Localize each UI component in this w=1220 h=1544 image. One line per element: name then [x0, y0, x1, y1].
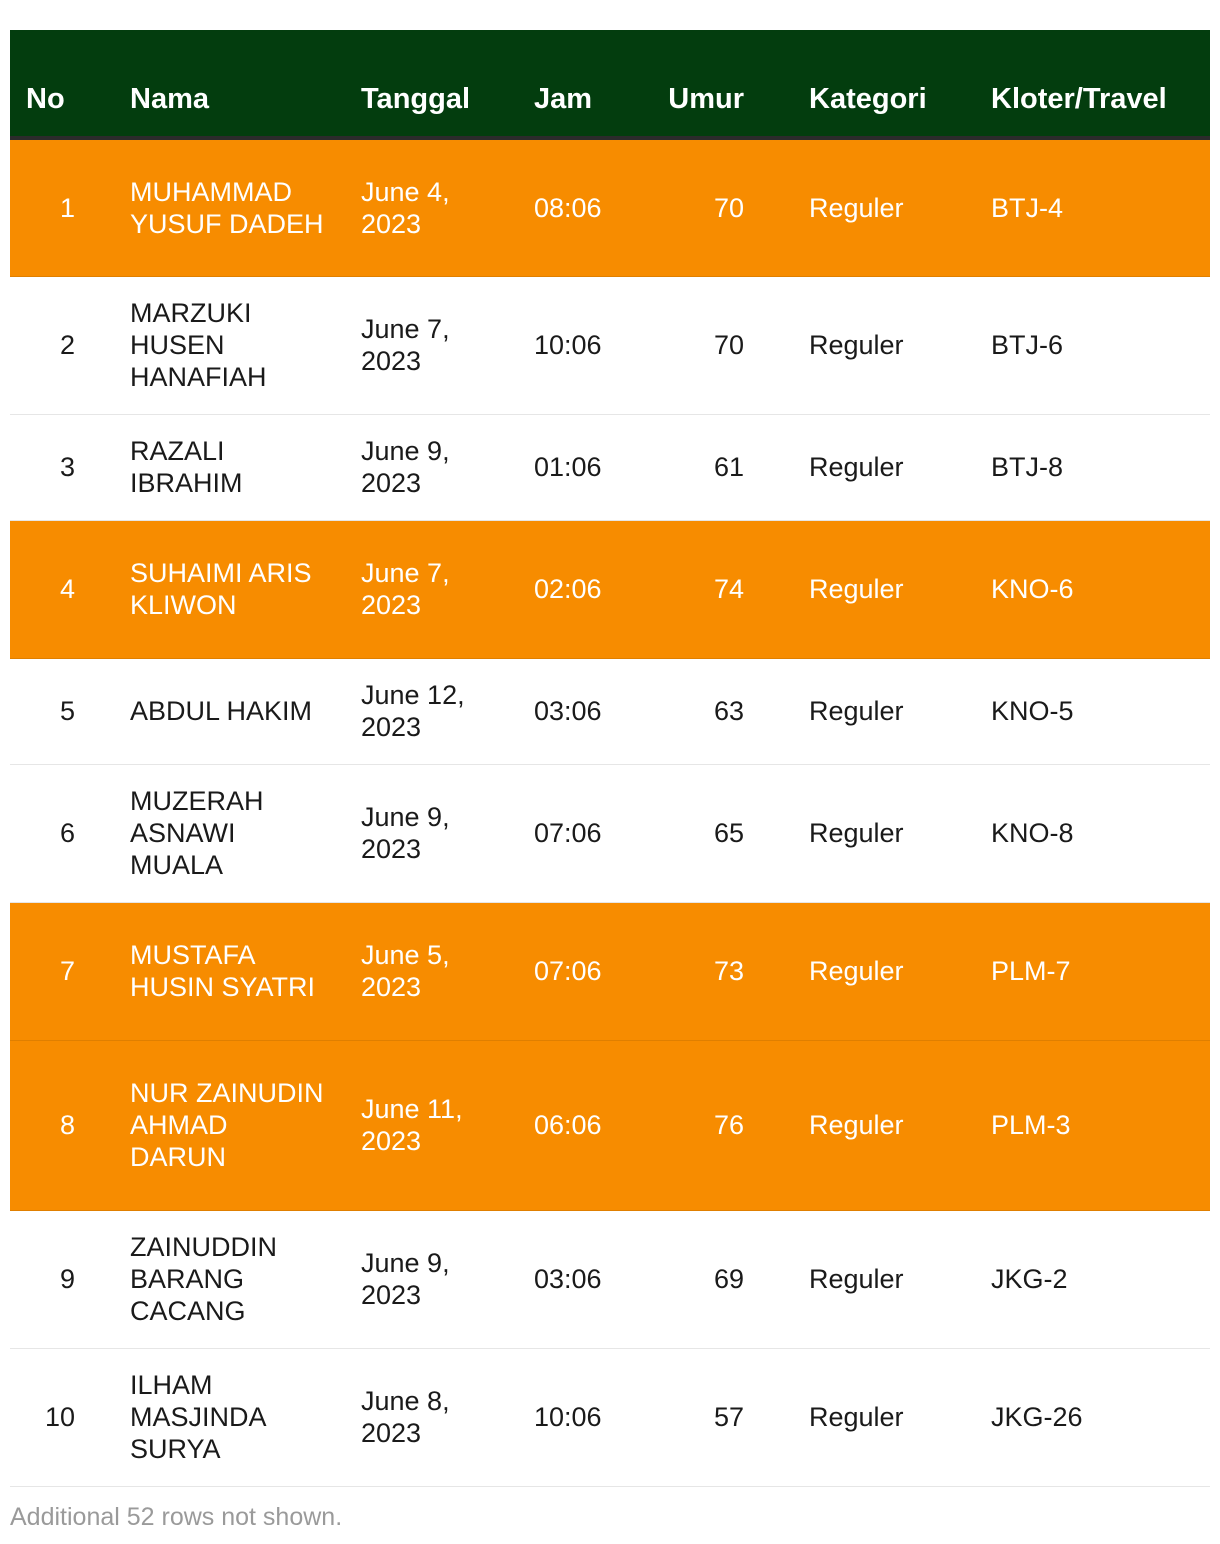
- cell-umur: 65: [612, 764, 762, 902]
- cell-jam: 10:06: [509, 276, 612, 414]
- table-row[interactable]: [10, 902, 1210, 1040]
- cell-jam: 07:06: [509, 764, 612, 902]
- cell-kloter-travel: BTJ-8: [944, 414, 1210, 520]
- cell-tanggal: June 4, 2023: [335, 138, 509, 276]
- cell-kloter-travel: JKG-26: [944, 1348, 1210, 1486]
- table-row[interactable]: [10, 1040, 1210, 1210]
- column-header-nama[interactable]: Nama: [105, 30, 335, 138]
- cell-jam: 03:06: [509, 1210, 612, 1348]
- table-header: [10, 30, 1210, 138]
- cell-jam: 02:06: [509, 520, 612, 658]
- data-table: [10, 30, 1210, 1487]
- cell-umur: 76: [612, 1040, 762, 1210]
- table-row[interactable]: [10, 138, 1210, 276]
- cell-kloter-travel: PLM-7: [944, 902, 1210, 1040]
- cell-tanggal: June 7, 2023: [335, 276, 509, 414]
- cell-tanggal: June 9, 2023: [335, 414, 509, 520]
- cell-jam: 06:06: [509, 1040, 612, 1210]
- cell-tanggal: June 9, 2023: [335, 764, 509, 902]
- cell-no: 9: [10, 1210, 105, 1348]
- cell-nama: ZAINUDDIN BARANG CACANG: [105, 1210, 335, 1348]
- cell-jam: 07:06: [509, 902, 612, 1040]
- cell-umur: 74: [612, 520, 762, 658]
- cell-no: 8: [10, 1040, 105, 1210]
- cell-kloter-travel: BTJ-6: [944, 276, 1210, 414]
- cell-tanggal: June 7, 2023: [335, 520, 509, 658]
- cell-nama: NUR ZAINUDIN AHMAD DARUN: [105, 1040, 335, 1210]
- cell-kloter-travel: BTJ-4: [944, 138, 1210, 276]
- column-header-tanggal[interactable]: Tanggal: [335, 30, 509, 138]
- cell-kloter-travel: JKG-2: [944, 1210, 1210, 1348]
- table-row[interactable]: [10, 1210, 1210, 1348]
- column-header-umur[interactable]: Umur: [612, 30, 762, 138]
- cell-kloter-travel: KNO-5: [944, 658, 1210, 764]
- cell-no: 3: [10, 414, 105, 520]
- table-body: [10, 138, 1210, 1486]
- table-row[interactable]: [10, 520, 1210, 658]
- column-header-kloter-travel[interactable]: Kloter/Travel: [944, 30, 1210, 138]
- cell-umur: 73: [612, 902, 762, 1040]
- cell-umur: 57: [612, 1348, 762, 1486]
- data-table-container: [10, 30, 1210, 1487]
- cell-kategori: Reguler: [762, 1040, 944, 1210]
- cell-kategori: Reguler: [762, 902, 944, 1040]
- cell-nama: MARZUKI HUSEN HANAFIAH: [105, 276, 335, 414]
- cell-kategori: Reguler: [762, 764, 944, 902]
- cell-umur: 70: [612, 276, 762, 414]
- cell-kategori: Reguler: [762, 520, 944, 658]
- cell-kategori: Reguler: [762, 276, 944, 414]
- cell-tanggal: June 9, 2023: [335, 1210, 509, 1348]
- cell-jam: 10:06: [509, 1348, 612, 1486]
- table-row[interactable]: [10, 414, 1210, 520]
- cell-jam: 01:06: [509, 414, 612, 520]
- cell-jam: 03:06: [509, 658, 612, 764]
- header-row: [10, 30, 1210, 138]
- cell-nama: MUZERAH ASNAWI MUALA: [105, 764, 335, 902]
- cell-no: 4: [10, 520, 105, 658]
- cell-no: 1: [10, 138, 105, 276]
- cell-kategori: Reguler: [762, 1210, 944, 1348]
- cell-no: 5: [10, 658, 105, 764]
- cell-nama: RAZALI IBRAHIM: [105, 414, 335, 520]
- cell-kloter-travel: PLM-3: [944, 1040, 1210, 1210]
- cell-tanggal: June 5, 2023: [335, 902, 509, 1040]
- cell-kategori: Reguler: [762, 414, 944, 520]
- column-header-kategori[interactable]: Kategori: [762, 30, 944, 138]
- cell-umur: 69: [612, 1210, 762, 1348]
- cell-nama: MUSTAFA HUSIN SYATRI: [105, 902, 335, 1040]
- cell-no: 7: [10, 902, 105, 1040]
- cell-tanggal: June 11, 2023: [335, 1040, 509, 1210]
- cell-nama: MUHAMMAD YUSUF DADEH: [105, 138, 335, 276]
- cell-umur: 61: [612, 414, 762, 520]
- table-row[interactable]: [10, 658, 1210, 764]
- table-row[interactable]: [10, 1348, 1210, 1486]
- footer-note: Additional 52 rows not shown.: [10, 1503, 343, 1531]
- cell-kategori: Reguler: [762, 138, 944, 276]
- cell-no: 6: [10, 764, 105, 902]
- cell-tanggal: June 12, 2023: [335, 658, 509, 764]
- cell-tanggal: June 8, 2023: [335, 1348, 509, 1486]
- table-row[interactable]: [10, 764, 1210, 902]
- cell-kategori: Reguler: [762, 1348, 944, 1486]
- cell-no: 10: [10, 1348, 105, 1486]
- cell-jam: 08:06: [509, 138, 612, 276]
- column-header-jam[interactable]: Jam: [509, 30, 612, 138]
- cell-nama: ILHAM MASJINDA SURYA: [105, 1348, 335, 1486]
- cell-nama: ABDUL HAKIM: [105, 658, 335, 764]
- column-header-no[interactable]: No: [10, 30, 105, 138]
- cell-kloter-travel: KNO-8: [944, 764, 1210, 902]
- cell-no: 2: [10, 276, 105, 414]
- cell-umur: 70: [612, 138, 762, 276]
- cell-nama: SUHAIMI ARIS KLIWON: [105, 520, 335, 658]
- table-row[interactable]: [10, 276, 1210, 414]
- cell-kloter-travel: KNO-6: [944, 520, 1210, 658]
- cell-umur: 63: [612, 658, 762, 764]
- cell-kategori: Reguler: [762, 658, 944, 764]
